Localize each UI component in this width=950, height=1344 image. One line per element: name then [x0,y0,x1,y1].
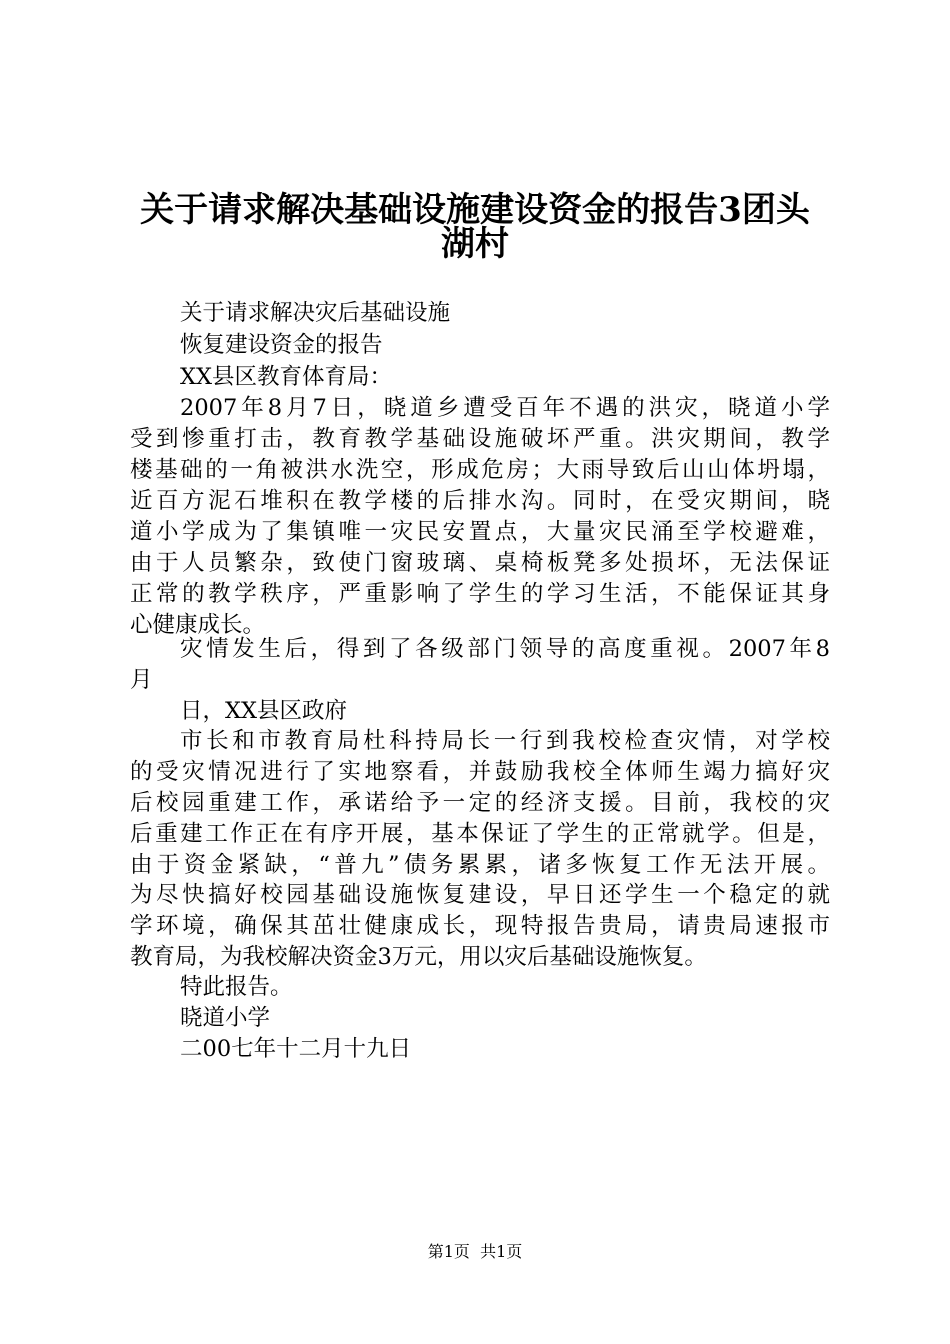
heading-line-2: 恢复建设资金的报告 [180,332,383,358]
paragraph-line: 受到惨重打击，教育教学基础设施破坏严重。洪灾期间，教学 [130,426,830,452]
paragraph-line: 教育局，为我校解决资金3万元，用以灾后基础设施恢复。 [130,944,707,970]
paragraph-line: 后校园重建工作，承诺给予一定的经济支援。目前，我校的灾 [130,790,830,816]
paragraph-line: 由于资金紧缺，“普九”债务累累，诸多恢复工作无法开展。 [130,852,830,878]
paragraph-line: 近百方泥石堆积在教学楼的后排水沟。同时，在受灾期间，晓 [130,488,830,514]
document-title-line-1: 关于请求解决基础设施建设资金的报告3团头 [140,190,810,230]
heading-line-1: 关于请求解决灾后基础设施 [180,300,451,326]
closing-line: 特此报告。 [180,974,293,1000]
page-number-footer: 第1页 共1页 [427,1242,523,1261]
paragraph-line: 后重建工作正在有序开展，基本保证了学生的正常就学。但是， [130,821,830,847]
paragraph-line: 楼基础的一角被洪水洗空，形成危房；大雨导致后山山体坍塌， [130,457,830,483]
paragraph-line: 日，XX县区政府 [180,698,348,724]
paragraph-line: 道小学成为了集镇唯一灾民安置点，大量灾民涌至学校避难， [130,519,830,545]
paragraph-line: 的受灾情况进行了实地察看，并鼓励我校全体师生竭力搞好灾 [130,759,830,785]
paragraph-line: 心健康成长。 [130,612,266,638]
signature: 晓道小学 [180,1005,271,1031]
paragraph-line: 由于人员繁杂，致使门窗玻璃、桌椅板凳多处损坏，无法保证 [130,550,830,576]
paragraph-line: 2007年8月7日，晓道乡遭受百年不遇的洪灾，晓道小学 [180,395,830,421]
document-date: 二00七年十二月十九日 [180,1036,412,1062]
paragraph-line: 月 [130,667,153,693]
document-title-line-2: 湖村 [441,224,509,264]
paragraph-line: 学环境，确保其茁壮健康成长，现特报告贵局，请贵局速报市 [130,913,830,939]
paragraph-line: 灾情发生后，得到了各级部门领导的高度重视。2007年8 [180,636,830,662]
paragraph-line: 市长和市教育局杜科持局长一行到我校检查灾情，对学校 [180,728,830,754]
paragraph-line: 为尽快搞好校园基础设施恢复建设，早日还学生一个稳定的就 [130,882,830,908]
paragraph-line: 正常的教学秩序，严重影响了学生的学习生活，不能保证其身 [130,581,830,607]
addressee: XX县区教育体育局： [180,364,393,390]
